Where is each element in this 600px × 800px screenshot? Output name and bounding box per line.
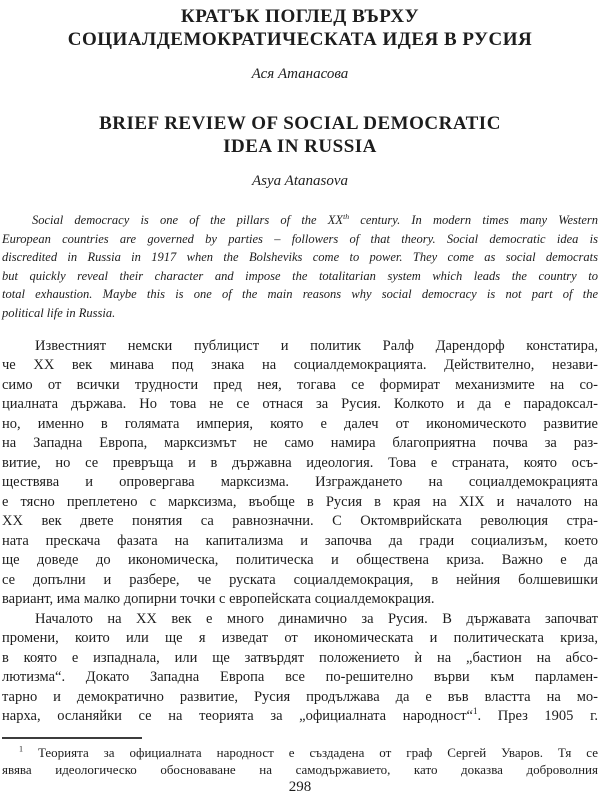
text-line: нарха, осланяйки се на теорията за „официалната народност“$^1$. През 1905 г. — [2, 706, 599, 725]
text-line: симо от всички трудности пред нея, тогава се формират механизмите на со- — [2, 376, 598, 393]
text-line: че ХХ век минава под знака на социалдемокрацията. Действително, незави- — [2, 357, 598, 374]
text-line: е тясно преплетено с марксизма, въобще в Русия в края на XIX и началото на — [2, 493, 598, 510]
text-line: ществява и опровергава марксизма. Изграждането на социалдемокрацията — [2, 474, 598, 491]
title-line: СОЦИАЛДЕМОКРАТИЧЕСКАТА ИДЕЯ В РУСИЯ — [67, 29, 533, 50]
body-text — [2, 337, 598, 727]
text-line: се допълни и разбере, че руската социалдемокрация, в нейния болшевишки — [2, 571, 598, 588]
footnote-separator-rule — [2, 737, 142, 739]
text-line: промени, които или ще я изведат от икономическата и политическата криза, — [2, 630, 598, 647]
text-line: явява идеологическо обосноваване на самодържавието, като доказва доброволния — [2, 761, 598, 777]
author-name-bulgarian: Ася Атанасова — [251, 66, 349, 82]
abstract — [2, 211, 598, 323]
text-line: лютизма“. Докато Западна Европа все по-решително върви към парламен- — [2, 669, 598, 686]
text-line: циалната държава. Но това не се отнася за Русия. Колкото и да е парадоксал- — [2, 396, 598, 413]
text-line: ната прескача фазата на капитализма и започва да гради социализъм, което — [2, 532, 598, 549]
text-line: вариант, има малко допирни точки с европейската социалдемокрация. — [2, 591, 435, 608]
title-line: BRIEF REVIEW OF SOCIAL DEMOCRATIC — [99, 113, 501, 134]
text-line: discredited in Russia in 1917 when the Bolsheviks come to power. They come as social democrats — [2, 250, 598, 265]
article-title-bulgarian — [2, 5, 598, 51]
paragraph — [2, 337, 598, 610]
title-line: IDEA IN RUSSIA — [223, 136, 377, 157]
text-line: но, именно в голямата империя, която е далеч от икономическото развитие — [2, 415, 598, 432]
text-line: ще доведе до икономическа, политическа и обществена криза. Важно е да — [2, 552, 598, 569]
text-line: в която е изпаднала, или ще затвърдят положението ѝ на „бастион на абсо- — [2, 649, 598, 666]
title-line: КРАТЪК ПОГЛЕД ВЪРХУ — [180, 6, 420, 27]
article-title-english — [2, 112, 598, 158]
footnote — [2, 744, 598, 778]
text-line: total exhaustion. Maybe this is one of the main reasons why social democracy is not part of the — [2, 287, 598, 302]
text-line: Началото на ХХ век е много динамично за Русия. В държавата започват — [35, 610, 598, 627]
author-name-english: Asya Atanasova — [252, 173, 348, 189]
paragraph — [2, 610, 598, 727]
text-line: political life in Russia. — [2, 305, 116, 320]
text-line: $^1$ Теорията за официалната народност е създадена от граф Сергей Уваров. Тя се — [19, 744, 598, 760]
text-line: Social democracy is one of the pillars of the XXth century. In modern times many Western — [32, 211, 599, 227]
page-number: 298 — [288, 778, 312, 795]
text-line: ХХ век двете понятия са равнозначни. С Октомврийската революция стра- — [2, 513, 598, 530]
text-line: витие, но се превръща и в държавна идеология. Това е страната, която осъ- — [2, 454, 598, 471]
text-line: but quickly reveal their character and impose the totalitarian system which leads the country to — [2, 268, 598, 283]
text-line: European countries are governed by parties – followers of that theory. Social democratic idea is — [2, 231, 598, 246]
text-line: тарно и демократично развитие, Русия продължава да е във властта на мо- — [2, 688, 598, 705]
text-line: Известният немски публицист и политик Ралф Дарендорф констатира, — [35, 337, 598, 354]
text-line: на Западна Европа, марксизмът не само намира благоприятна почва за раз- — [2, 435, 598, 452]
